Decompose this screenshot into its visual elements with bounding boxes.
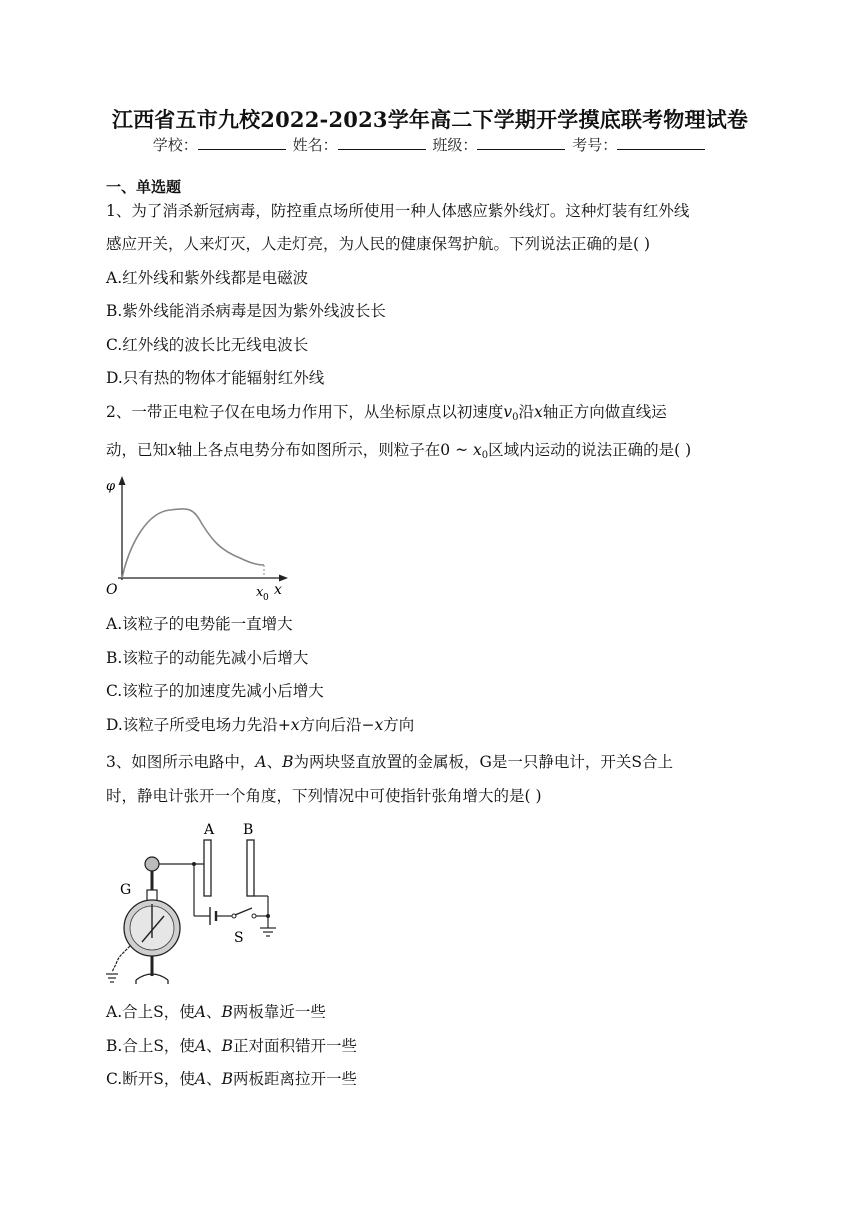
electrometer-label: G — [120, 882, 132, 898]
q1-option-a[interactable]: A.红外线和紫外线都是电磁波 — [106, 269, 309, 287]
q2-stem-line1: 2、一带正电粒子仅在电场力作用下，从坐标原点以初速度$v_0$沿x轴正方向做直线运 — [106, 403, 667, 423]
name-label: 姓名： — [292, 136, 338, 154]
potential-curve — [122, 509, 264, 578]
y-axis-arrow — [119, 476, 126, 485]
q1-stem-line1: 1、为了消杀新冠病毒，防控重点场所使用一种人体感应紫外线灯。这种灯装有红外线 — [106, 202, 690, 220]
q3-option-c[interactable]: C.断开S，使A、B两板距离拉开一些 — [106, 1070, 357, 1088]
school-blank[interactable] — [198, 135, 286, 150]
x-axis-label: x — [274, 582, 282, 598]
number-label: 考号： — [572, 136, 618, 154]
name-blank[interactable] — [338, 135, 426, 150]
section-heading: 一、单选题 — [106, 178, 182, 196]
number-blank[interactable] — [617, 135, 705, 150]
class-blank[interactable] — [477, 135, 565, 150]
q2-option-a[interactable]: A.该粒子的电势能一直增大 — [106, 615, 293, 633]
origin-label: O — [106, 582, 118, 598]
plate-a-label: A — [204, 822, 215, 838]
q3-stem-line1: 3、如图所示电路中，A、B为两块竖直放置的金属板，G是一只静电计，开关S合上 — [106, 753, 673, 771]
phi-label: φ — [106, 479, 116, 494]
school-label: 学校： — [152, 136, 198, 154]
q1-option-c[interactable]: C.红外线的波长比无线电波长 — [106, 336, 309, 354]
q1-option-b[interactable]: B.紫外线能消杀病毒是因为紫外线波长长 — [106, 302, 386, 320]
circuit-diagram — [100, 818, 290, 986]
x0-sub-label: 0 — [263, 593, 269, 603]
plate-b — [247, 840, 254, 896]
q2-stem-line2: 动，已知x轴上各点电势分布如图所示，则粒子在0 ~ $x_0$区域内运动的说法正确的是( ) — [106, 441, 692, 461]
q3-option-b[interactable]: B.合上S，使A、B正对面积错开一些 — [106, 1037, 358, 1055]
x-axis-arrow — [279, 575, 288, 582]
electrometer-knob — [145, 857, 159, 871]
q2-option-d[interactable]: D.该粒子所受电场力先沿+x方向后沿−x方向 — [106, 716, 415, 734]
class-label: 班级： — [432, 136, 478, 154]
q3-stem-line2: 时，静电计张开一个角度，下列情况中可使指针张角增大的是( ) — [106, 787, 542, 805]
q2-option-c[interactable]: C.该粒子的加速度先减小后增大 — [106, 682, 324, 700]
potential-graph — [100, 472, 300, 604]
page-title: 江西省五市九校2022-2023学年高二下学期开学摸底联考物理试卷 — [111, 107, 749, 132]
q3-option-a[interactable]: A.合上S，使A、B两板靠近一些 — [106, 1003, 326, 1021]
switch-label: S — [234, 930, 244, 946]
q1-stem-line2: 感应开关，人来灯灭，人走灯亮，为人民的健康保驾护航。下列说法正确的是( ) — [106, 235, 651, 253]
switch-lever — [235, 908, 252, 915]
student-info-row — [0, 134, 860, 155]
q1-option-d[interactable]: D.只有热的物体才能辐射红外线 — [106, 369, 325, 387]
q2-option-b[interactable]: B.该粒子的动能先减小后增大 — [106, 649, 309, 667]
plate-a — [204, 840, 211, 896]
plate-b-label: B — [243, 822, 254, 838]
x0-label: x — [256, 585, 264, 600]
